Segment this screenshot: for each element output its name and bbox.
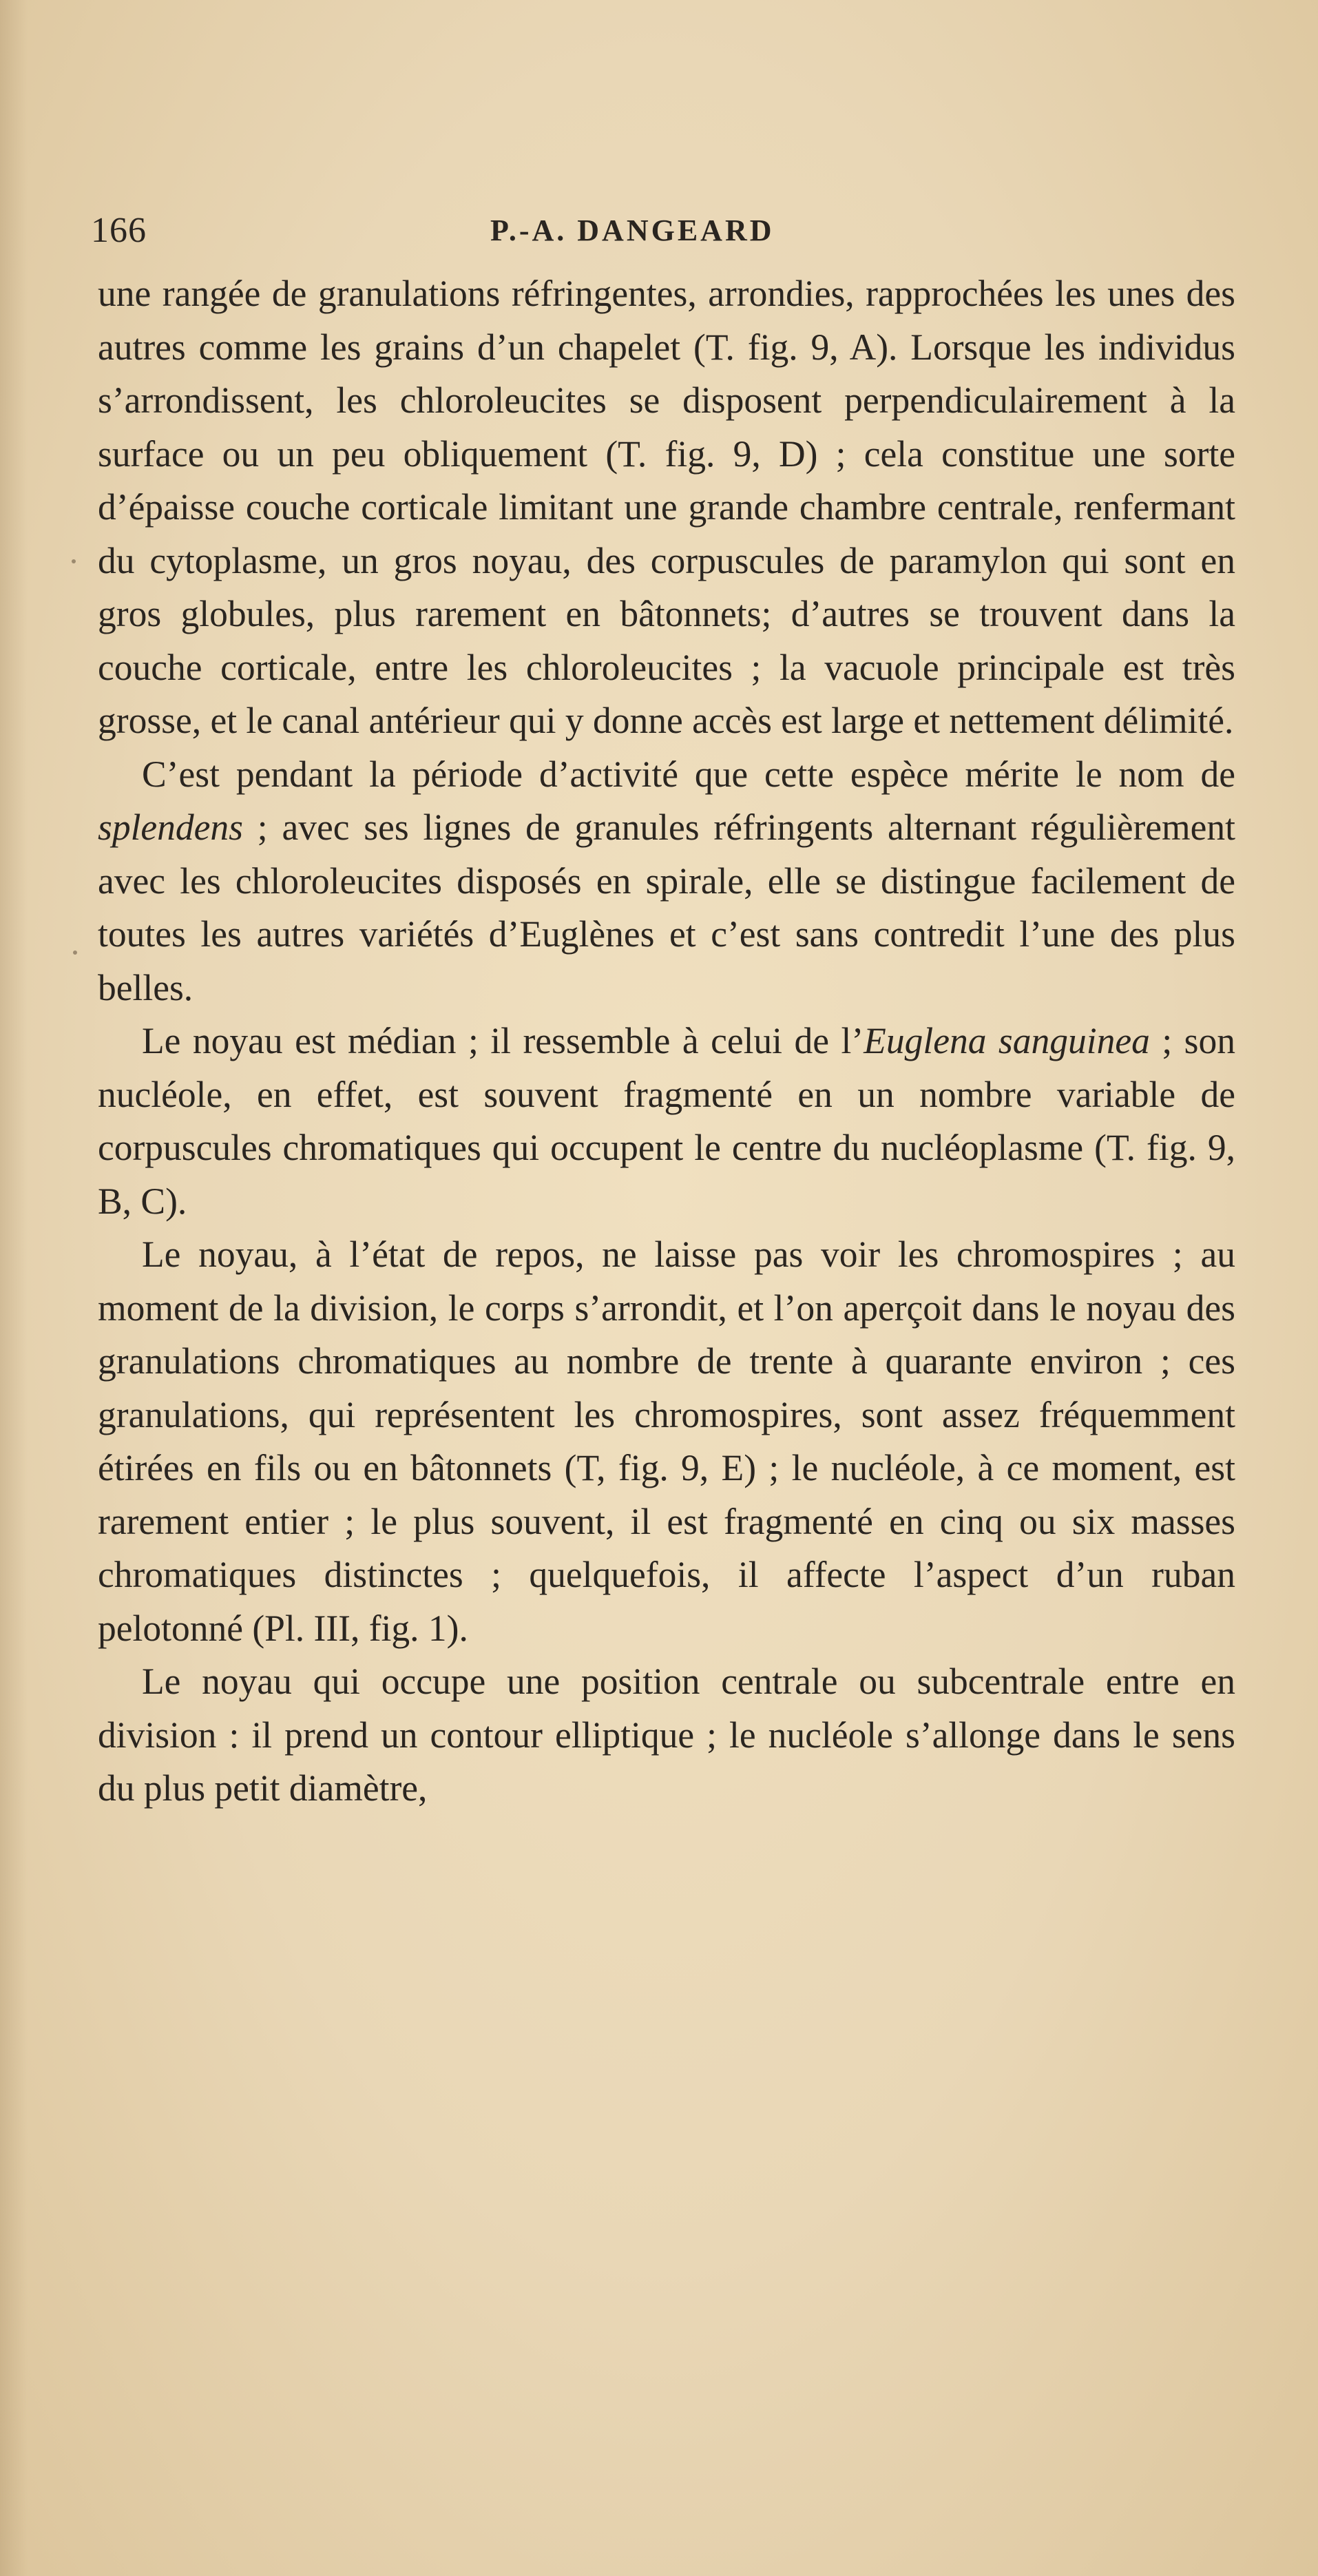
paragraph-text: Le noyau qui occupe une position centrale ou subcentrale entre en division : il prend un contour elliptique ; le nucléole s’allonge dans le sens du plus petit diamètre, [98,1661,1235,1809]
paragraph [98,267,1235,748]
paragraph-text: Le noyau, à l’état de repos, ne laisse pas voir les chromospires ; au moment de la division, le corps s’arrondit, et l’on aperçoit dans le noyau des granulations chromatiques au nombre de trente à quarante environ ; ces granulations, qui représentent les chromospires, sont assez fréquemment étirées en fils ou en bâtonnets (T, fig. 9, E) ; le nucléole, à ce moment, est rarement entier ; le plus souvent, il est fragmenté en cinq ou six masses chromatiques distinctes ; quelquefois, il affecte l’aspect d’un ruban pelotonné (Pl. III, fig. 1). [98,1234,1235,1649]
paragraph-text: C’est pendant la période d’activité que cette espèce mérite le nom de [142,753,1235,795]
paragraph [98,748,1235,1015]
page-number: 166 [91,211,147,250]
ink-speck [73,951,77,955]
italic-term: Euglena sanguinea [864,1020,1150,1061]
page-edge-shadow [0,0,28,2576]
running-head [91,207,1234,255]
paragraph-text: ; son nucléole, en effet, est souvent fragmenté en un nombre variable de corpuscules chromatiques qui occupent le centre du nucléoplasme (T. fig. 9, B, C). [98,1020,1235,1222]
paragraph [98,1655,1235,1816]
running-head-author: P.-A. DANGEARD [490,214,775,247]
paragraph-text: une rangée de granulations réfringentes, arrondies, rapprochées les unes des autres comme les grains d’un chapelet (T. fig. 9, A). Lorsque les individus s’arrondissent, les chloroleucites se disposent perpendiculairement à la surface ou un peu obliquement (T. fig. 9, D) ; cela constitue une sorte d’épaisse couche corticale limitant une grande chambre centrale, renfermant du cytoplasme, un gros noyau, des corpuscules de paramylon qui sont en gros globules, plus rarement en bâtonnets; d’autres se trouvent dans la couche corticale, entre les chloroleucites ; la vacuole principale est très grosse, et le canal antérieur qui y donne accès est large et nettement délimité. [98,273,1235,741]
paragraph [98,1015,1235,1228]
paragraph-text: ; avec ses lignes de granules réfringents alternant régulièrement avec les chloroleucites disposés en spirale, elle se distingue facilement de toutes les autres variétés d’Euglènes et c’est sans contredit l’une des plus belles. [98,807,1235,1008]
body-text [98,267,1235,1816]
ink-speck [72,559,76,563]
paragraph-text: Le noyau est médian ; il ressemble à celui de l’ [142,1020,864,1061]
paragraph [98,1228,1235,1655]
italic-term: splendens [98,807,243,848]
